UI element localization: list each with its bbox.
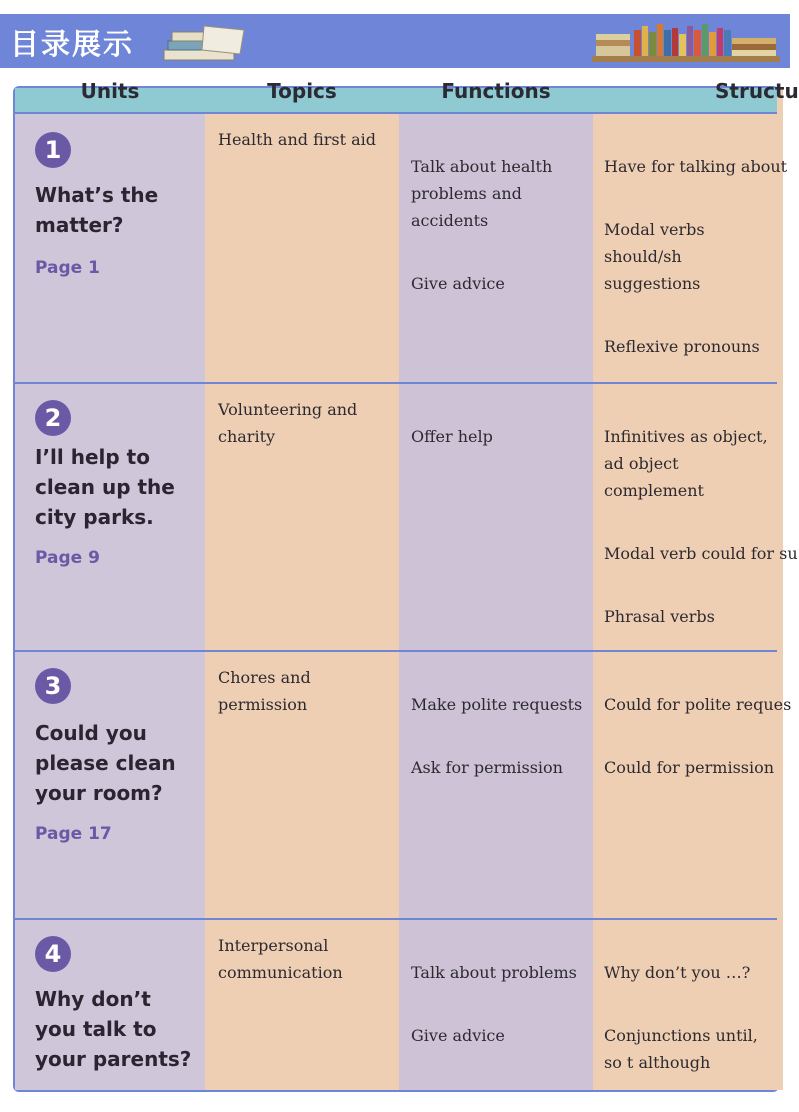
topics-cell: Interpersonal communication [218,936,343,982]
book-stack-icon [160,20,250,64]
header-units: Units [80,79,140,103]
header-functions: Functions [441,79,551,103]
structure-item: Modal verb could for su [604,544,798,563]
function-item: Give advice [411,1026,505,1045]
function-item: Talk about problems [411,963,577,982]
unit-page[interactable]: Page 9 [35,548,100,568]
unit-title: What’s the matter? [35,183,159,237]
unit-page[interactable]: Page 17 [35,824,112,844]
functions-cell [411,126,586,333]
header-topics: Topics [267,79,337,103]
structure-item: Could for polite reques [604,695,792,714]
function-item: Offer help [411,427,493,446]
unit-number-badge: 3 [35,668,71,704]
page-title: 目录展示 [10,27,135,61]
unit-number-badge: 4 [35,936,71,972]
unit-title: Could you please clean your room? [35,721,176,805]
structure-item: Phrasal verbs [604,607,715,626]
topics-cell: Chores and permission [218,668,311,714]
header-banner [0,14,790,68]
bookshelf-icon [592,20,780,64]
topics-cell: Health and first aid [218,130,377,149]
functions-cell [411,396,586,486]
unit-title: I’ll help to clean up the city parks. [35,445,175,529]
unit-number-badge: 2 [35,400,71,436]
topics-cell: Volunteering and charity [218,400,358,446]
row-divider [15,112,777,114]
structure-item: Could for permission [604,758,775,777]
row-divider [15,918,777,920]
structure-item: Modal verbs should/sh suggestions [604,220,705,293]
function-item: Give advice [411,274,505,293]
structure-item: Conjunctions until, so t although [604,1026,758,1072]
functions-cell [411,932,586,1085]
function-item: Ask for permission [411,758,563,777]
structures-cell [604,932,774,1112]
unit-title: Why don’t you talk to your parents? [35,987,192,1071]
function-item: Talk about health problems and accidents [411,157,553,230]
unit-page[interactable]: Page 1 [35,258,100,278]
functions-cell [411,664,586,817]
header-structures: Structu [715,79,799,103]
contents-table [13,79,799,1092]
structures-cell [604,396,798,666]
structure-item: Reflexive pronouns [604,337,760,356]
structures-cell [604,126,788,396]
structures-cell [604,664,792,817]
row-divider [15,382,777,384]
structure-item: Why don’t you …? [604,963,751,982]
structure-item: Infinitives as object, ad object complement [604,427,768,500]
row-divider [15,650,777,652]
structure-item: Have for talking about [604,157,788,176]
table-header [15,79,799,112]
function-item: Make polite requests [411,695,583,714]
unit-number-badge: 1 [35,132,71,168]
